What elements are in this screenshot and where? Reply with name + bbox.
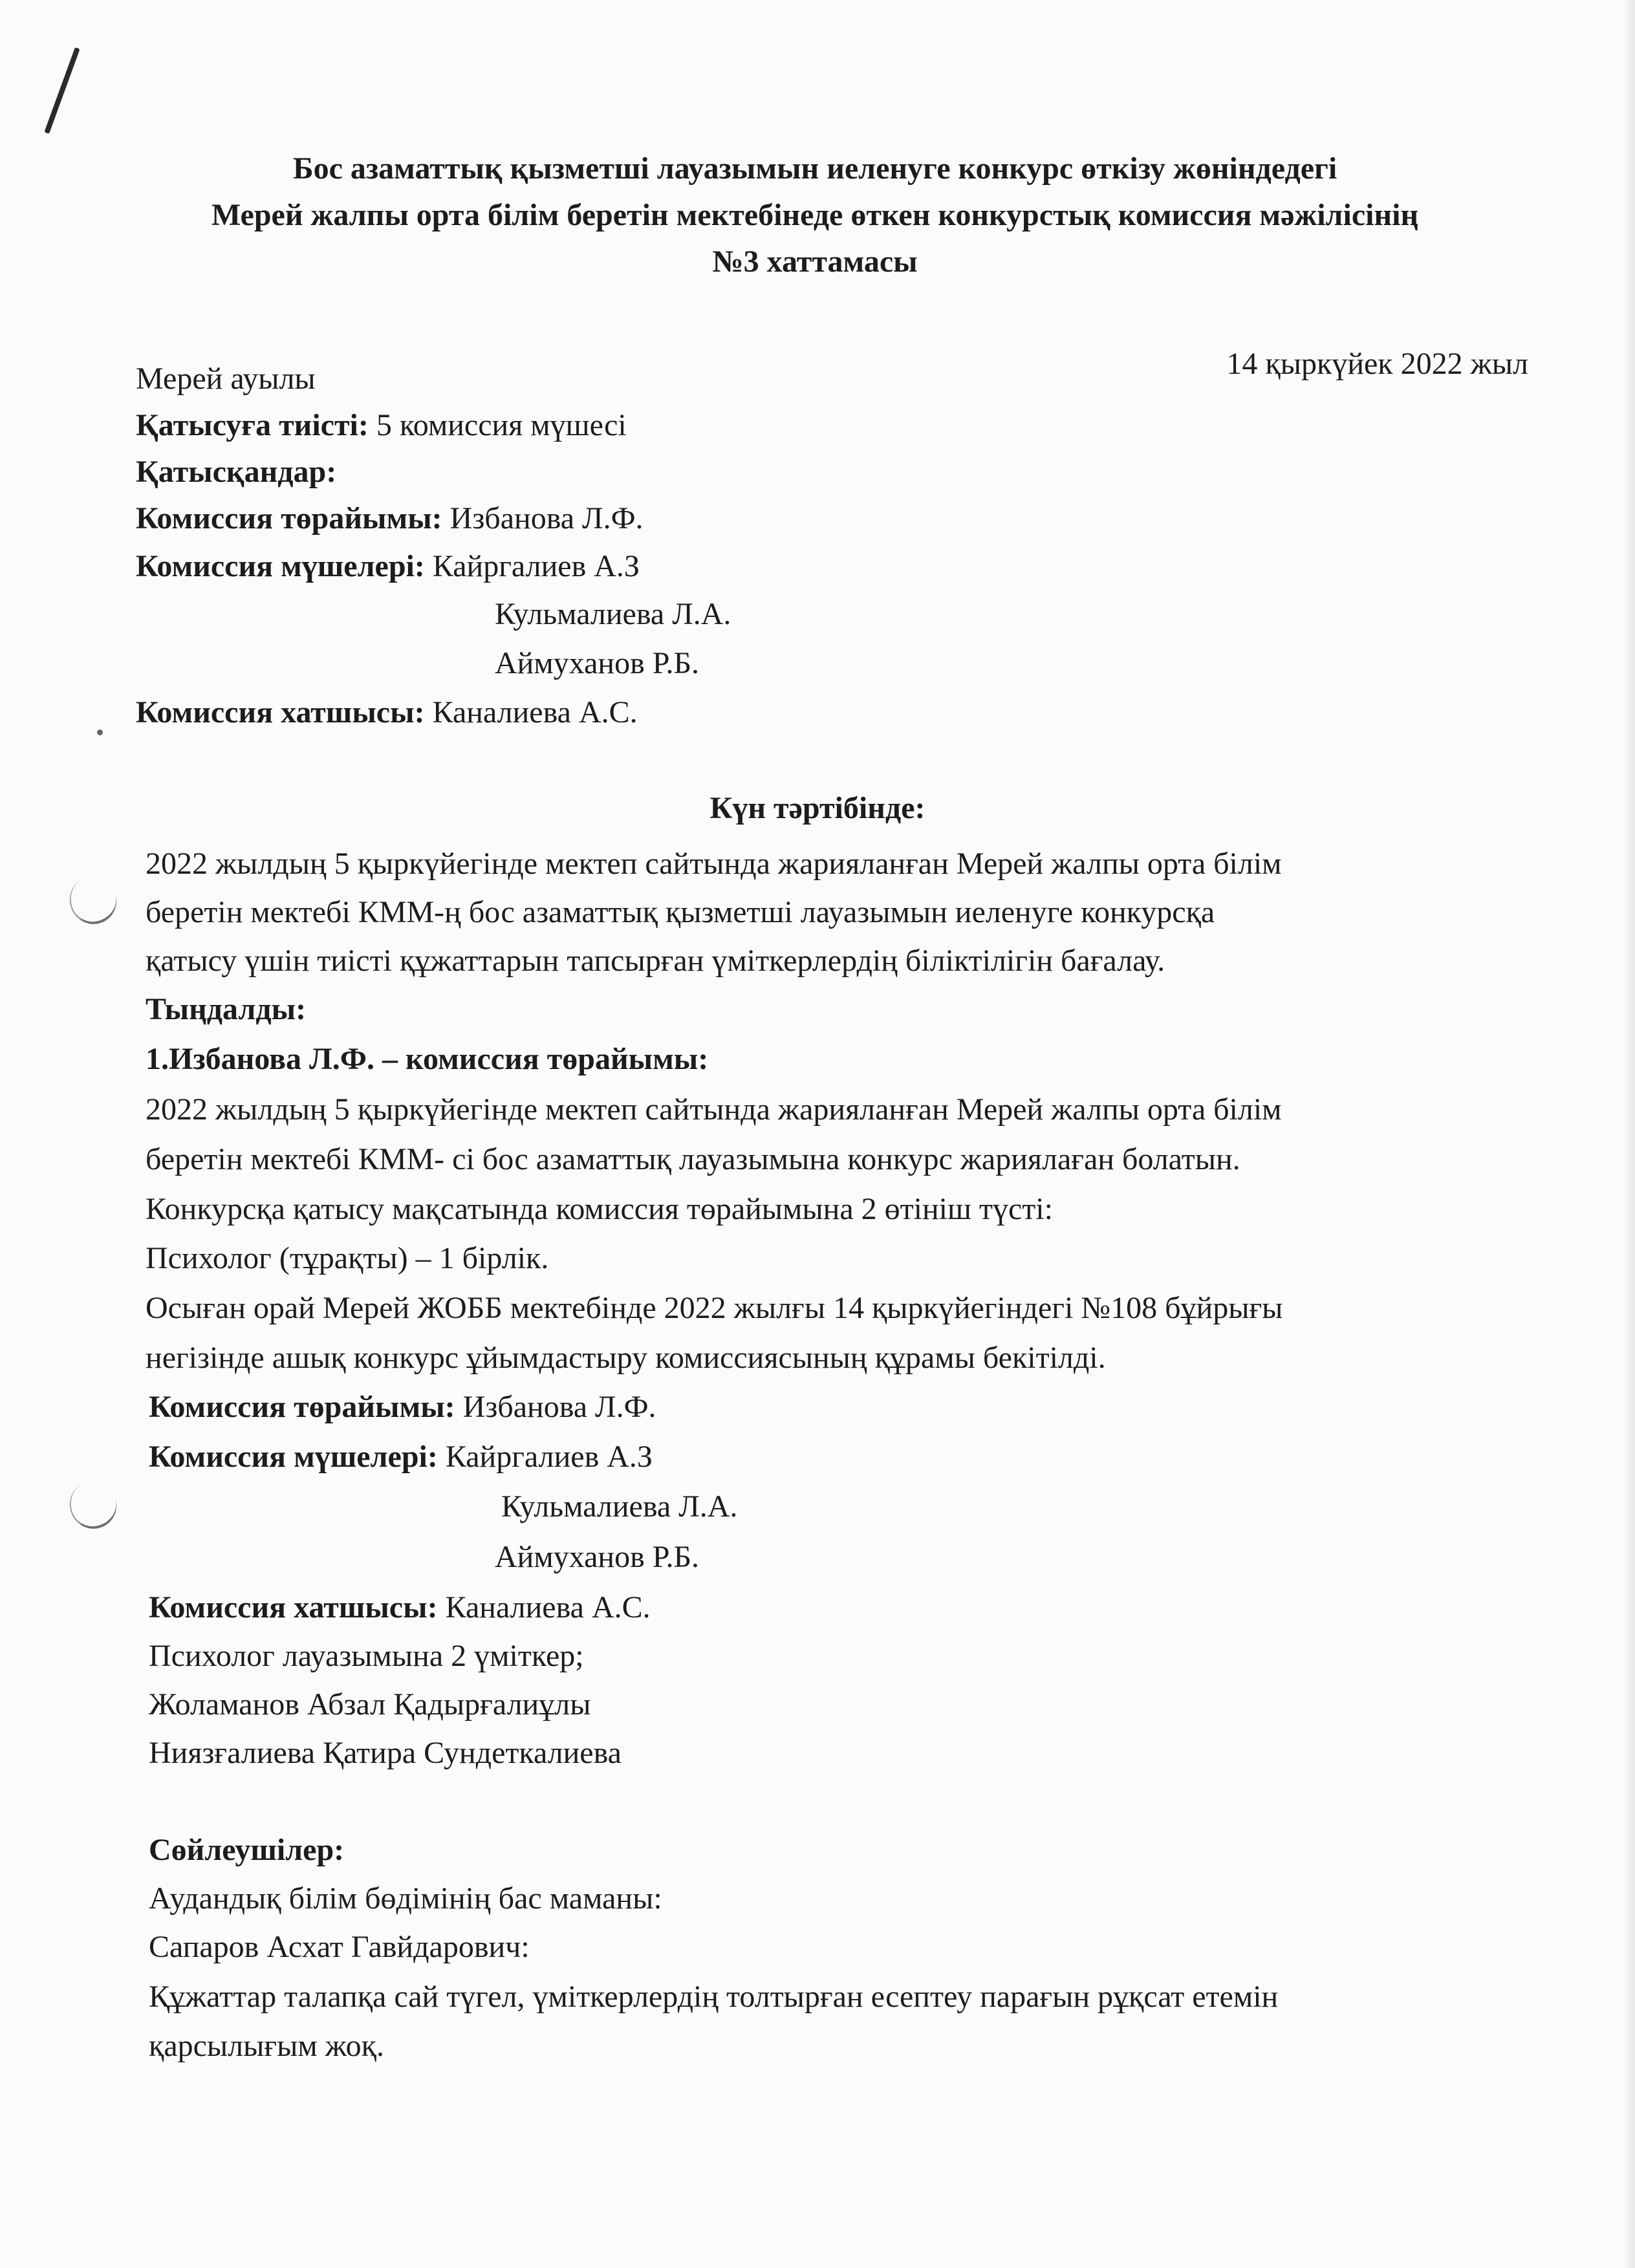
member-name: Кайргалиев А.З	[432, 549, 640, 583]
members-label: Комиссия мүшелері:	[136, 549, 425, 583]
title-line-1: Бос азаматтық қызметші лауазымын иеленуге конкурс өткізу жөніндедегі	[292, 151, 1337, 186]
chair-label: Комиссия төрайымы:	[149, 1390, 455, 1424]
secretary-label: Комиссия хатшысы:	[136, 695, 425, 729]
chair-name: Избанова Л.Ф.	[462, 1390, 656, 1424]
speaker-role: Аудандық білім бөдімінің бас маманы:	[149, 1881, 662, 1916]
members-line	[136, 548, 640, 584]
member-name: Кульмалиева Л.А.	[495, 597, 731, 631]
heard-line: Психолог (тұрақты) – 1 бірлік.	[146, 1241, 549, 1275]
member-name: Аймуханов Р.Б.	[495, 1540, 700, 1574]
punch-hole-icon	[63, 870, 124, 931]
speaker-name: Сапаров Асхат Гавйдарович:	[149, 1930, 530, 1964]
handwritten-stroke-mark	[44, 47, 80, 134]
place-text: Мерей ауылы	[136, 362, 316, 396]
members-label: Комиссия мүшелері:	[149, 1440, 438, 1474]
heard-line: негізінде ашық конкурс ұйымдастыру комиссиясының құрамы бекітілді.	[146, 1341, 1106, 1375]
candidate-name: Ниязғалиева Қатира Сундеткалиева	[149, 1736, 622, 1770]
scan-edge-shadow	[1623, 0, 1635, 2268]
heard-line: Конкурсқа қатысу мақсатында комиссия төрайымына 2 өтініш түсті:	[146, 1192, 1053, 1226]
chair-line	[136, 501, 644, 536]
member-name: Аймуханов Р.Б.	[495, 646, 700, 680]
agenda-line: беретін мектебі КММ-ң бос азаматтық қызметші лауазымын иеленуге конкурсқа	[146, 895, 1215, 929]
heard-secretary-line	[149, 1590, 651, 1625]
chair-name: Избанова Л.Ф.	[449, 501, 644, 535]
document-title	[39, 146, 1591, 285]
secretary-line	[136, 695, 638, 730]
secretary-name: Каналиева А.С.	[445, 1590, 651, 1625]
heard-chair-line	[149, 1389, 656, 1425]
expected-label: Қатысуға тиісті:	[136, 408, 369, 442]
heard-line: Осыған орай Мерей ЖОББ мектебінде 2022 жылғы 14 қыркүйегіндегі №108 бұйрығы	[146, 1291, 1283, 1325]
heard-line: 2022 жылдың 5 қыркүйегінде мектеп сайтында жарияланған Мерей жалпы орта білім	[146, 1092, 1282, 1127]
candidates-intro: Психолог лауазымына 2 үміткер;	[149, 1639, 584, 1673]
heard-label: Тыңдалды:	[146, 992, 307, 1026]
heard-line: беретін мектебі КММ- сі бос азаматтық лауазымына конкурс жариялаған болатын.	[146, 1142, 1240, 1176]
punch-hole-icon	[63, 1474, 124, 1535]
agenda-heading: Күн тәртібінде:	[709, 791, 926, 825]
heard-members-line	[149, 1439, 653, 1474]
expected-value: 5 комиссия мүшесі	[376, 408, 627, 442]
agenda-line: қатысу үшін тиісті құжаттарын тапсырған үміткерлердің біліктілігін бағалау.	[146, 944, 1165, 978]
secretary-label: Комиссия хатшысы:	[149, 1590, 438, 1625]
date-text: 14 қыркүйек 2022 жыл	[1226, 347, 1528, 381]
member-name: Кайргалиев А.З	[445, 1440, 653, 1474]
secretary-name: Каналиева А.С.	[432, 695, 638, 729]
title-line-2: Мерей жалпы орта білім беретін мектебінеде өткен конкурстық комиссия мәжілісінің	[211, 198, 1419, 232]
heard-speaker: 1.Избанова Л.Ф. – комиссия төрайымы:	[146, 1042, 709, 1076]
candidate-name: Жоламанов Абзал Қадырғалиұлы	[149, 1687, 591, 1722]
agenda-line: 2022 жылдың 5 қыркүйегінде мектеп сайтында жарияланған Мерей жалпы орта білім	[146, 847, 1282, 881]
speakers-label: Сөйлеушілер:	[149, 1833, 345, 1867]
title-line-3: №3 хаттамасы	[712, 244, 918, 279]
chair-label: Комиссия төрайымы:	[136, 501, 442, 535]
member-name: Кульмалиева Л.А.	[501, 1489, 738, 1524]
present-label: Қатысқандар:	[136, 455, 337, 489]
speaker-statement-line: қарсылығым жоқ.	[149, 2029, 384, 2063]
scan-speck	[97, 729, 103, 735]
expected-attendance	[136, 407, 627, 443]
speaker-statement-line: Құжаттар талапқа сай түгел, үміткерлердің толтырған есептеу парағын рұқсат етемін	[149, 1980, 1279, 2014]
